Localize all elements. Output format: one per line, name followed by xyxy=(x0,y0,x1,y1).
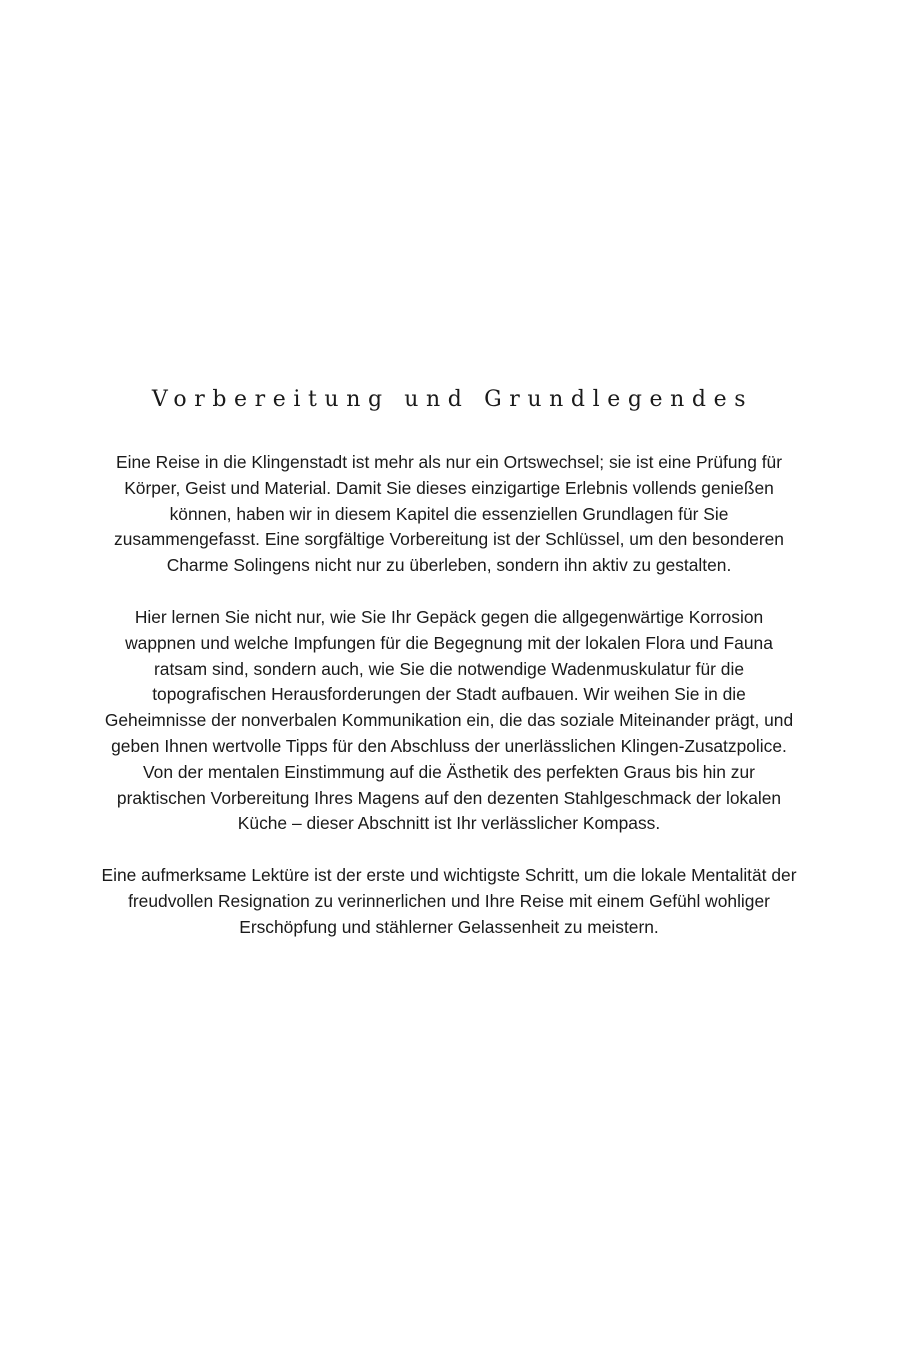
closing-paragraph: Eine aufmerksame Lektüre ist der erste und wichtigste Schritt, um die lokale Mentalität der freudvollen Resignation zu verinnerlichen und Ihre Reise mit einem Gefühl wohliger Erschöpfung und stählerner Gelassenheit zu meistern. xyxy=(101,865,797,937)
intro-paragraph: Eine Reise in die Klingenstadt ist mehr als nur ein Ortswechsel; sie ist eine Prüfung für Körper, Geist und Material. Damit Sie dieses einzigartige Erlebnis vollends genießen können, haben wir in diesem Kapitel die essenziellen Grundlagen für Sie zusammengefasst. Eine sorgfältige Vorbereitung ist der Schlüssel, um den besonderen Charme Solingens nicht nur zu überleben, sondern ihn aktiv zu gestalten. xyxy=(114,452,784,576)
chapter-title: Vorbereitung und Grundlegendes xyxy=(151,387,754,412)
chapter-content xyxy=(100,384,798,967)
body-paragraph: Hier lernen Sie nicht nur, wie Sie Ihr Gepäck gegen die allgegenwärtige Korrosion wappnen und welche Impfungen für die Begegnung mit der lokalen Flora und Fauna ratsam sind, sondern auch, wie Sie die notwendige Wadenmuskulatur für die topografischen Herausforderungen der Stadt aufbauen. Wir weihen Sie in die Geheimnisse der nonverbalen Kommunikation ein, die das soziale Miteinander prägt, und geben Ihnen wertvolle Tipps für den Abschluss der unerlässlichen Klingen-Zusatzpolice. Von der mentalen Einstimmung auf die Ästhetik des perfekten Graus bis hin zur praktischen Vorbereitung Ihres Magens auf den dezenten Stahlgeschmack der lokalen Küche – dieser Abschnitt ist Ihr verlässlicher Kompass. xyxy=(104,606,794,834)
